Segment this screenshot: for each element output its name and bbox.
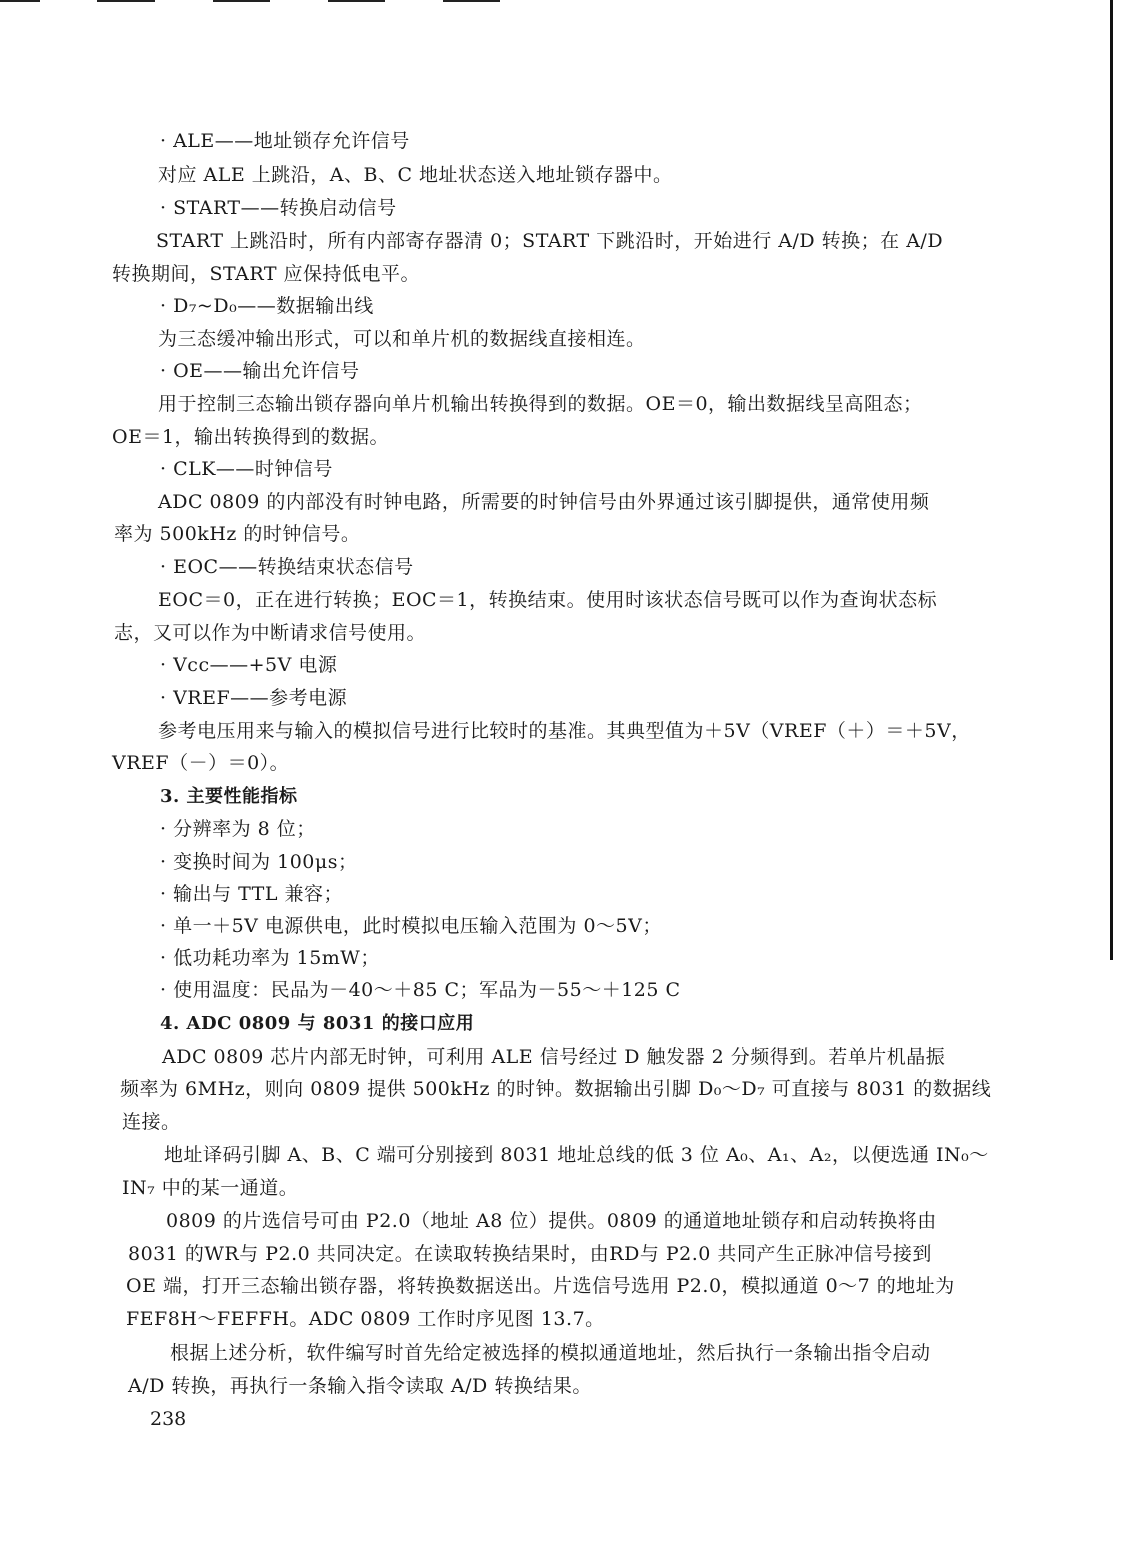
bullet-vcc: · Vcc——+5V 电源 — [160, 654, 338, 676]
paragraph-line: 参考电压用来与输入的模拟信号进行比较时的基准。其典型值为＋5V（VREF（＋）＝＋5V， — [158, 720, 971, 742]
bullet-data-lines: · D₇~D₀——数据输出线 — [160, 295, 374, 317]
page-number: 238 — [150, 1408, 187, 1430]
spec-item: · 使用温度：民品为－40～＋85 C；军品为－55～＋125 C — [160, 979, 681, 1001]
paragraph-line: START 上跳沿时，所有内部寄存器清 0；START 下跳沿时，开始进行 A/D 转换；在 A/D — [156, 230, 944, 252]
scan-top-mark — [328, 0, 385, 2]
section-heading-performance: 3. 主要性能指标 — [160, 786, 298, 807]
scan-edge-line — [1110, 0, 1113, 960]
bullet-start: · START——转换启动信号 — [160, 197, 397, 219]
spec-item: · 变换时间为 100μs； — [160, 851, 358, 873]
section-heading-interface: 4. ADC 0809 与 8031 的接口应用 — [160, 1013, 475, 1034]
paragraph-line: 连接。 — [122, 1111, 181, 1133]
scan-top-mark — [0, 0, 40, 2]
paragraph-line: 转换期间，START 应保持低电平。 — [112, 263, 421, 285]
paragraph-line: A/D 转换，再执行一条输入指令读取 A/D 转换结果。 — [128, 1375, 592, 1397]
spec-item: · 输出与 TTL 兼容； — [160, 883, 343, 905]
bullet-clk: · CLK——时钟信号 — [160, 458, 333, 480]
spec-item: · 分辨率为 8 位； — [160, 818, 316, 840]
paragraph-line: FEF8H～FEFFH。ADC 0809 工作时序见图 13.7。 — [126, 1308, 605, 1330]
paragraph-line: 志，又可以作为中断请求信号使用。 — [114, 622, 427, 644]
paragraph-line: 0809 的片选信号可由 P2.0（地址 A8 位）提供。0809 的通道地址锁存和启动转换将由 — [166, 1210, 937, 1232]
paragraph-line: ADC 0809 芯片内部无时钟，可利用 ALE 信号经过 D 触发器 2 分频得到。若单片机晶振 — [162, 1046, 946, 1068]
paragraph-line: 频率为 6MHz，则向 0809 提供 500kHz 的时钟。数据输出引脚 D₀～D₇ 可直接与 8031 的数据线 — [120, 1078, 992, 1100]
bullet-vref: · VREF——参考电源 — [160, 687, 348, 709]
paragraph-line: VREF（－）＝0）。 — [112, 752, 290, 774]
paragraph-line: 为三态缓冲输出形式，可以和单片机的数据线直接相连。 — [158, 328, 646, 350]
bullet-eoc: · EOC——转换结束状态信号 — [160, 556, 414, 578]
paragraph-line: ADC 0809 的内部没有时钟电路，所需要的时钟信号由外界通过该引脚提供，通常使用频 — [158, 491, 930, 513]
paragraph-line: IN₇ 中的某一通道。 — [122, 1177, 299, 1199]
paragraph-line: 率为 500kHz 的时钟信号。 — [114, 523, 361, 545]
paragraph-line: 对应 ALE 上跳沿，A、B、C 地址状态送入地址锁存器中。 — [158, 164, 673, 186]
bullet-ale: · ALE——地址锁存允许信号 — [160, 130, 410, 152]
scan-top-mark — [443, 0, 500, 2]
scan-top-mark — [213, 0, 270, 2]
paragraph-line: 用于控制三态输出锁存器向单片机输出转换得到的数据。OE＝0，输出数据线呈高阻态； — [158, 393, 923, 415]
paragraph-line: 8031 的WR与 P2.0 共同决定。在读取转换结果时，由RD与 P2.0 共同产生正脉冲信号接到 — [128, 1243, 932, 1265]
paragraph-line: 根据上述分析，软件编写时首先给定被选择的模拟通道地址，然后执行一条输出指令启动 — [170, 1342, 931, 1364]
spec-item: · 低功耗功率为 15mW； — [160, 947, 380, 969]
paragraph-line: EOC＝0，正在进行转换；EOC＝1，转换结束。使用时该状态信号既可以作为查询状态标 — [158, 589, 938, 611]
paragraph-line: 地址译码引脚 A、B、C 端可分别接到 8031 地址总线的低 3 位 A₀、A₁、A₂，以便选通 IN₀～ — [164, 1144, 989, 1166]
spec-item: · 单一＋5V 电源供电，此时模拟电压输入范围为 0～5V； — [160, 915, 662, 937]
paragraph-line: OE＝1，输出转换得到的数据。 — [112, 426, 390, 448]
bullet-oe: · OE——输出允许信号 — [160, 360, 360, 382]
scan-top-mark — [97, 0, 155, 2]
paragraph-line: OE 端，打开三态输出锁存器，将转换数据送出。片选信号选用 P2.0，模拟通道 0～7 的地址为 — [126, 1275, 955, 1297]
